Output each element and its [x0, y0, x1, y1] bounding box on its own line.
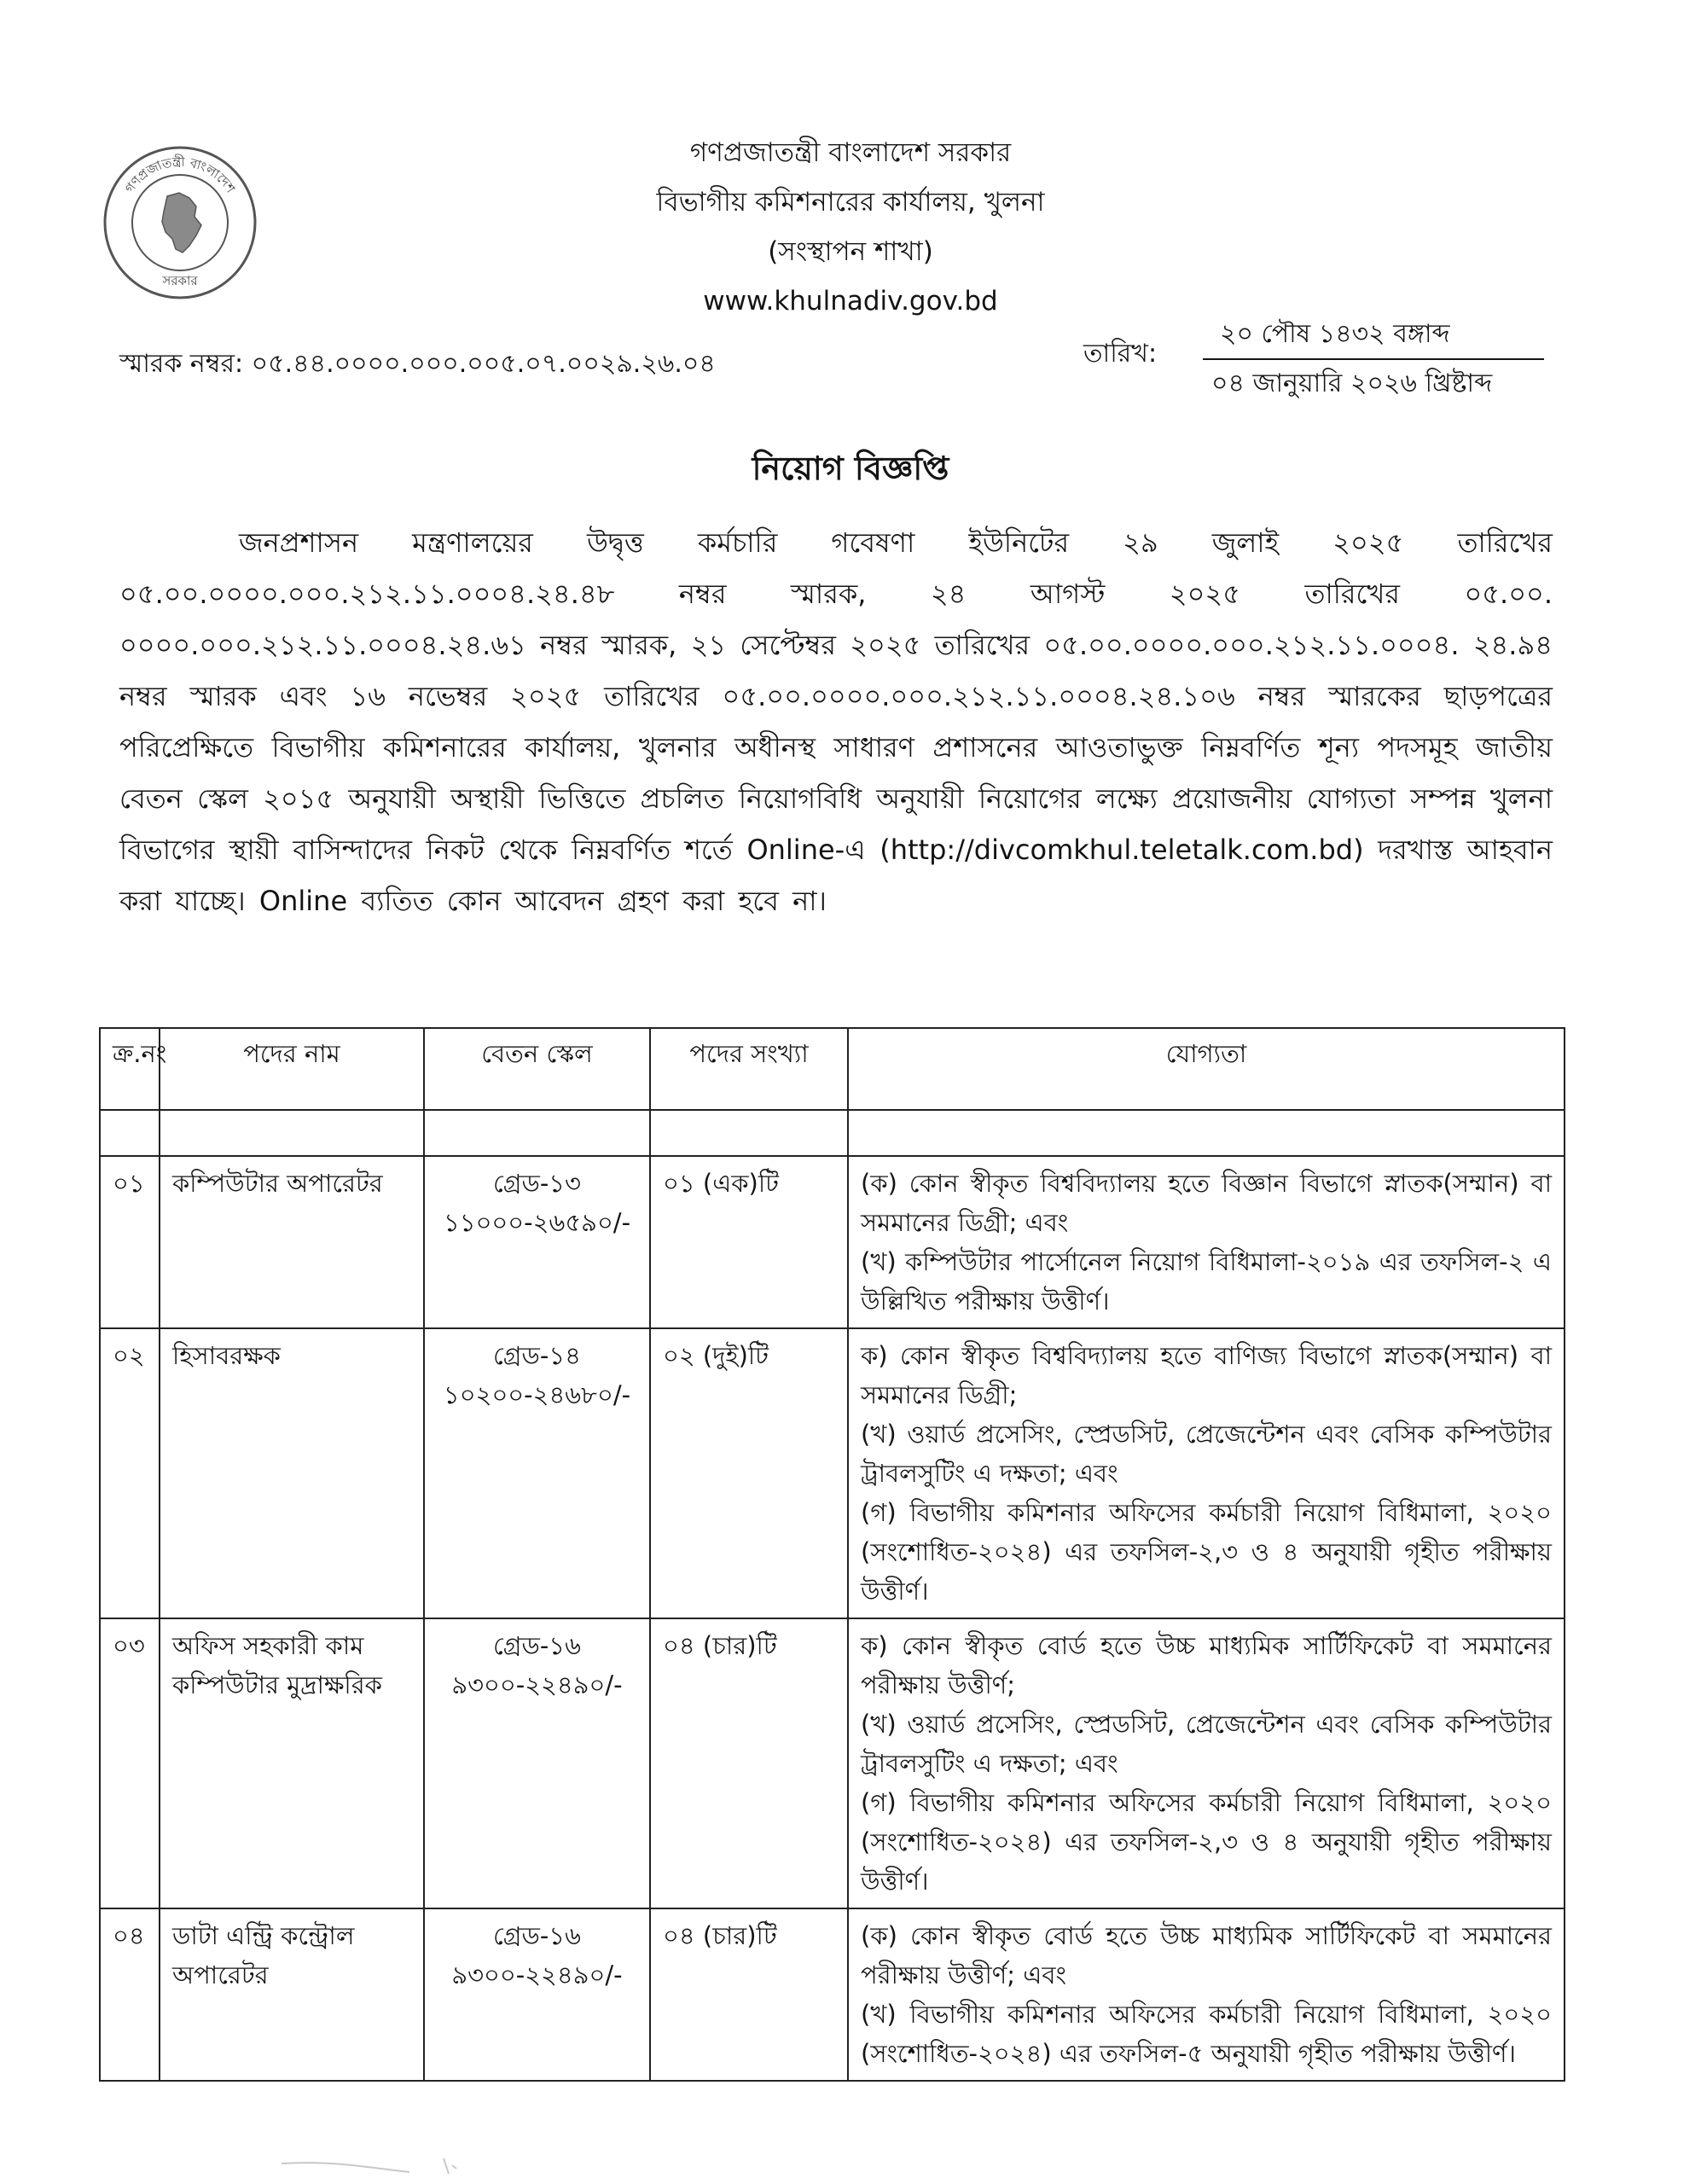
- qualification-item: ক) কোন স্বীকৃত বিশ্ববিদ্যালয় হতে বাণিজ্য বিভাগে স্নাতক(সম্মান) বা সমমানের ডিগ্রী;: [861, 1341, 1552, 1409]
- header-post-count: পদের সংখ্যা: [650, 1028, 848, 1110]
- office-name: বিভাগীয় কমিশনারের কার্যালয়, খুলনা: [656, 187, 1045, 218]
- row-qualification: [848, 1618, 1565, 1908]
- qualification-item: (ক) কোন স্বীকৃত বিশ্ববিদ্যালয় হতে বিজ্ঞান বিভাগে স্নাতক(সম্মান) বা সমমানের ডিগ্রী; এবং: [861, 1169, 1552, 1237]
- memo-label: স্মারক নম্বর:: [119, 349, 244, 379]
- government-name: গণপ্রজাতন্ত্রী বাংলাদেশ সরকার: [689, 137, 1012, 168]
- row-grade: গ্রেড-১৬: [493, 1921, 581, 1950]
- qualification-item: (খ) কম্পিউটার পার্সোনেল নিয়োগ বিধিমালা-২০১৯ এর তফসিল-২ এ উল্লিখিত পরীক্ষায় উত্তীর্ণ।: [861, 1247, 1552, 1316]
- seal-top-text: গণপ্রজাতন্ত্রী বাংলাদেশ: [121, 154, 239, 196]
- table-spacer-row: [100, 1110, 1565, 1156]
- row-post-name: কম্পিউটার অপারেটর: [160, 1156, 424, 1328]
- row-post-count: ০৪ (চার)টি: [650, 1618, 848, 1908]
- scan-mark: [282, 2157, 537, 2177]
- row-scale: ৯৩০০-২২৪৯০/-: [451, 1670, 623, 1699]
- table-row: [100, 1908, 1565, 2081]
- date-bangla: ২০ পৌষ ১৪৩২ বঙ্গাব্দ: [1220, 319, 1450, 349]
- header-pay-scale: বেতন স্কেল: [424, 1028, 650, 1110]
- date-english: ০৪ জানুয়ারি ২০২৬ খ্রিষ্টাব্দ: [1211, 369, 1493, 398]
- table-row: [100, 1328, 1565, 1618]
- row-scale: ৯৩০০-২২৪৯০/-: [451, 1960, 623, 1989]
- branch-name: (সংস্থাপন শাখা): [768, 236, 933, 267]
- qualification-item: (গ) বিভাগীয় কমিশনার অফিসের কর্মচারী নিয়োগ বিধিমালা, ২০২০ (সংশোধিত-২০২৪) এর তফসিল-২,৩ ও ৪ অনুযায়ী গৃহীত পরীক্ষায় উত্তীর্ণ।: [861, 1788, 1552, 1896]
- row-serial: ০৪: [100, 1908, 160, 2081]
- row-grade: গ্রেড-১৬: [493, 1631, 581, 1660]
- date-block: [1083, 311, 1570, 405]
- row-post-count: ০২ (দুই)টি: [650, 1328, 848, 1618]
- date-divider: [1203, 358, 1544, 360]
- memo-value: ০৫.৪৪.০০০০.০০০.০০৫.০৭.০০২৯.২৬.০৪: [251, 349, 716, 379]
- notice-body: জনপ্রশাসন মন্ত্রণালয়ের উদ্বৃত্ত কর্মচারি গবেষণা ইউনিটের ২৯ জুলাই ২০২৫ তারিখের ০৫.০০.০০০০.০০০.২১২.১১.০০০৪.২৪.৪৮ নম্বর স্মারক, ২৪ আগস্ট ২০২৫ তারিখের ০৫.০০. ০০০০.০০০.২১২.১১.০০০৪.২৪.৬১ নম্বর স্মারক, ২১ সেপ্টেম্বর ২০২৫ তারিখের ০৫.০০.০০০০.০০০.২১২.১১.০০০৪. ২৪.৯৪ নম্বর স্মারক এবং ১৬ নভেম্বর ২০২৫ তারিখের ০৫.০০.০০০০.০০০.২১২.১১.০০০৪.২৪.১০৬ নম্বর স্মারকের ছাড়পত্রের পরিপ্রেক্ষিতে বিভাগীয় কমিশনারের কার্যালয়, খুলনার অধীনস্থ সাধারণ প্রশাসনের আওতাভুক্ত নিম্নবর্ণিত শূন্য পদসমূহ জাতীয় বেতন স্কেল ২০১৫ অনুযায়ী অস্থায়ী ভিত্তিতে প্রচলিত নিয়োগবিধি অনুযায়ী নিয়োগের লক্ষ্যে প্রয়োজনীয় যোগ্যতা সম্পন্ন খুলনা বিভাগের স্থায়ী বাসিন্দাদের নিকট থেকে নিম্নবর্ণিত শর্তে Online-এ (http://divcomkhul.teletalk.com.bd) দরখাস্ত আহবান করা যাচ্ছে। Online ব্যতিত কোন আবেদন গ্রহণ করা হবে না।: [119, 526, 1553, 917]
- row-grade: গ্রেড-১৩: [493, 1169, 581, 1198]
- website-link[interactable]: www.khulnadiv.gov.bd: [703, 286, 998, 317]
- qualification-item: (খ) ওয়ার্ড প্রসেসিং, স্প্রেডসিট, প্রেজেন্টেশন এবং বেসিক কম্পিউটার ট্রাবলসুটিং এ দক্ষতা; এবং: [861, 1710, 1552, 1778]
- qualification-item: (খ) ওয়ার্ড প্রসেসিং, স্প্রেডসিট, প্রেজেন্টেশন এবং বেসিক কম্পিউটার ট্রাবলসুটিং এ দক্ষতা; এবং: [861, 1420, 1552, 1488]
- row-serial: ০১: [100, 1156, 160, 1328]
- qualification-item: ক) কোন স্বীকৃত বোর্ড হতে উচ্চ মাধ্যমিক সার্টিফিকেট বা সমমানের পরীক্ষায় উত্তীর্ণ;: [861, 1631, 1552, 1699]
- row-scale: ১০২০০-২৪৬৮০/-: [443, 1380, 631, 1409]
- row-post-name: ডাটা এন্ট্রি কন্ট্রোল অপারেটর: [160, 1908, 424, 2081]
- seal-bottom-text: সরকার: [162, 273, 198, 288]
- posts-table: [99, 1027, 1565, 2082]
- row-post-name: হিসাবরক্ষক: [160, 1328, 424, 1618]
- qualification-item: (গ) বিভাগীয় কমিশনার অফিসের কর্মচারী নিয়োগ বিধিমালা, ২০২০ (সংশোধিত-২০২৪) এর তফসিল-২,৩ ও ৪ অনুযায়ী গৃহীত পরীক্ষায় উত্তীর্ণ।: [861, 1498, 1552, 1606]
- row-qualification: [848, 1328, 1565, 1618]
- row-pay-scale: [424, 1618, 650, 1908]
- header-serial: ক্র.নং: [100, 1028, 160, 1110]
- row-serial: ০৩: [100, 1618, 160, 1908]
- row-serial: ০২: [100, 1328, 160, 1618]
- row-qualification: [848, 1156, 1565, 1328]
- table-row: [100, 1618, 1565, 1908]
- qualification-item: (ক) কোন স্বীকৃত বোর্ড হতে উচ্চ মাধ্যমিক সার্টিফিকেট বা সমমানের পরীক্ষায় উত্তীর্ণ; এবং: [861, 1921, 1552, 1989]
- table-header-row: [100, 1028, 1565, 1110]
- row-pay-scale: [424, 1908, 650, 2081]
- date-label: তারিখ:: [1083, 339, 1158, 369]
- notice-title: নিয়োগ বিজ্ঞপ্তি: [752, 450, 949, 487]
- letterhead: [0, 128, 1701, 326]
- memo-number: [119, 343, 716, 386]
- row-post-name: অফিস সহকারী কাম কম্পিউটার মুদ্রাক্ষরিক: [160, 1618, 424, 1908]
- header-qualification: যোগ্যতা: [848, 1028, 1565, 1110]
- table-row: [100, 1156, 1565, 1328]
- header-post-name: পদের নাম: [160, 1028, 424, 1110]
- row-post-count: ০১ (এক)টি: [650, 1156, 848, 1328]
- row-post-count: ০৪ (চার)টি: [650, 1908, 848, 2081]
- row-pay-scale: [424, 1156, 650, 1328]
- row-qualification: [848, 1908, 1565, 2081]
- row-scale: ১১০০০-২৬৫৯০/-: [443, 1208, 631, 1237]
- row-pay-scale: [424, 1328, 650, 1618]
- row-grade: গ্রেড-১৪: [493, 1341, 581, 1370]
- qualification-item: (খ) বিভাগীয় কমিশনার অফিসের কর্মচারী নিয়োগ বিধিমালা, ২০২০ (সংশোধিত-২০২৪) এর তফসিল-৫ অনুযায়ী গৃহীত পরীক্ষায় উত্তীর্ণ।: [861, 2000, 1552, 2068]
